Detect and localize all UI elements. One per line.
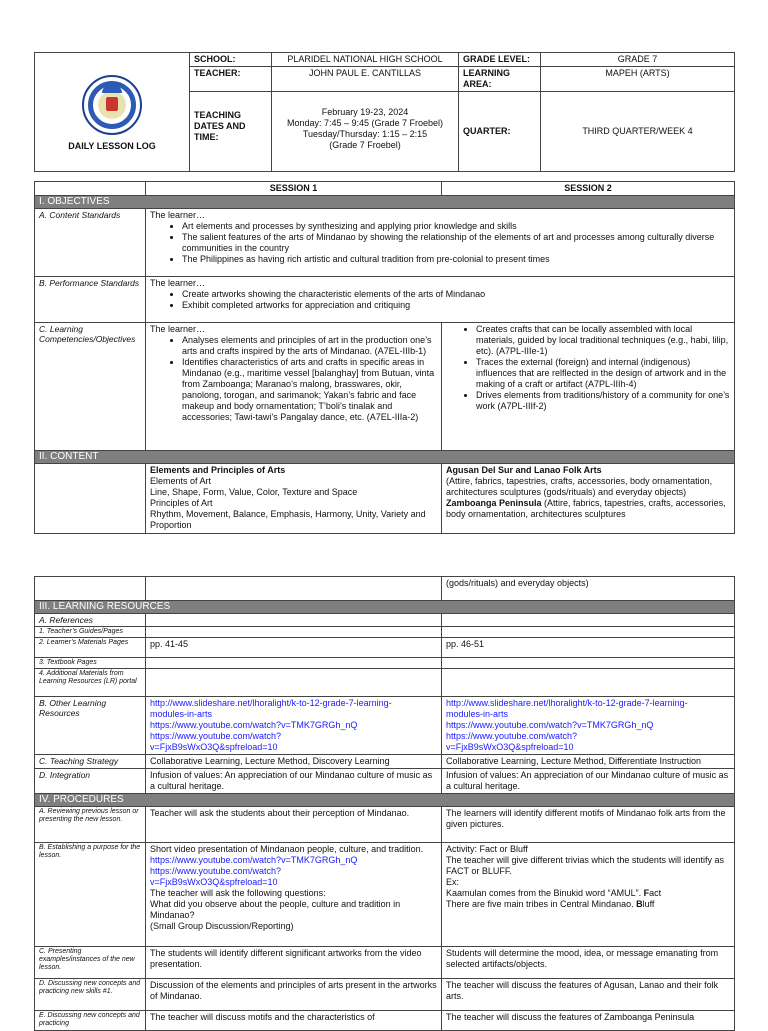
youtube-link-1[interactable]: https://www.youtube.com/watch?v=TMK7GRGh_nQ	[150, 855, 358, 865]
performance-standards-label: B. Performance Standards	[35, 277, 146, 323]
learners-materials-label: 2. Learner’s Materials Pages	[35, 638, 146, 658]
procedure-d-session-2: The teacher will discuss the features of Agusan, Lanao and their folk arts.	[442, 979, 735, 1011]
youtube-link-2[interactable]: https://www.youtube.com/watch? v=FjxB9sWxO3Q&spfreload=10	[446, 731, 578, 752]
procedure-a-label: A. Reviewing previous lesson or presenting the new lesson.	[35, 807, 146, 843]
slideshare-link[interactable]: http://www.slideshare.net/lhoralight/k-to-12-grade-7-learning- modules-in-arts	[446, 698, 688, 719]
procedure-e-session-1: The teacher will discuss motifs and the characteristics of	[146, 1011, 442, 1031]
content-session-1: Elements and Principles of Arts Elements of Art Line, Shape, Form, Value, Color, Texture and Space Principles of Art Rhythm, Movement, Balance, Emphasis, Harmony, Unity, Variety and Proportion	[146, 464, 442, 534]
school-name: PLARIDEL NATIONAL HIGH SCHOOL	[272, 53, 459, 67]
header-table	[34, 52, 735, 172]
performance-standards: The learner… • Create artworks showing the characteristic elements of the arts of Mindanao • Exhibit completed artworks for appreciation and critiquing	[146, 277, 735, 323]
youtube-link-1[interactable]: https://www.youtube.com/watch?v=TMK7GRGh_nQ	[446, 720, 654, 730]
other-resources-session-2	[442, 697, 735, 755]
lesson-table-1	[34, 181, 735, 534]
integration-session-1: Infusion of values: An appreciation of our Mindanao culture of music as a cultural heritage.	[146, 769, 442, 794]
youtube-link-2[interactable]: https://www.youtube.com/watch? v=FjxB9sWxO3Q&spfreload=10	[150, 731, 282, 752]
procedure-b-session-2: Activity: Fact or Bluff The teacher will give different trivias which the students will identify as FACT or BLUFF. Ex: Kaamulan comes from the Binukid word “AMUL”. Fact There are five main tribes in Central Mindanao. Bluff	[442, 843, 735, 947]
log-title: DAILY LESSON LOG	[68, 141, 156, 151]
strategy-session-2: Collaborative Learning, Lecture Method, Differentiate Instruction	[442, 755, 735, 769]
youtube-link-2[interactable]: https://www.youtube.com/watch? v=FjxB9sWxO3Q&spfreload=10	[150, 866, 282, 887]
integration-label: D. Integration	[35, 769, 146, 794]
procedure-b-session-1: Short video presentation of Mindanaon people, culture, and tradition. https://www.youtube.com/watch?v=TMK7GRGh_nQ https://www.youtube.com/watch? v=FjxB9sWxO3Q&spfreload=10 The teacher will ask the following questions: What did you observe about the people, culture and tradition in Mindanao? (Small Group Discussion/Reporting)	[146, 843, 442, 947]
area-value: MAPEH (ARTS)	[541, 67, 735, 92]
resources-bar: III. LEARNING RESOURCES	[35, 601, 735, 614]
procedures-bar: IV. PROCEDURES	[35, 794, 735, 807]
procedure-c-session-1: The students will identify different significant artworks from the video presentation.	[146, 947, 442, 979]
strategy-label: C. Teaching Strategy	[35, 755, 146, 769]
quarter-value: THIRD QUARTER/WEEK 4	[541, 92, 735, 172]
content-session-2: Agusan Del Sur and Lanao Folk Arts (Attire, fabrics, tapestries, crafts, accessories, body ornamentation, architectures sculptures (gods/rituals) and everyday objects) Zamboanga Peninsula (Attire, fabrics, tapestries, crafts, accessories, body ornamentation, architectures sculptures	[442, 464, 735, 534]
textbook-label: 3. Textbook Pages	[35, 658, 146, 669]
page-2	[0, 576, 768, 1031]
procedure-d-label: D. Discussing new concepts and practicing new skills #1.	[35, 979, 146, 1011]
learners-materials-session-1: pp. 41-45	[146, 638, 442, 658]
competencies-label: C. Learning Competencies/Objectives	[35, 323, 146, 451]
session-2-heading: SESSION 2	[442, 182, 735, 196]
teacher-name: JOHN PAUL E. CANTILLAS	[272, 67, 459, 92]
procedure-d-session-1: Discussion of the elements and principles of arts present in the artworks of Mindanao.	[146, 979, 442, 1011]
content-bar: II. CONTENT	[35, 451, 735, 464]
procedure-c-label: C. Presenting examples/instances of the new lesson.	[35, 947, 146, 979]
slideshare-link[interactable]: http://www.slideshare.net/lhoralight/k-to-12-grade-7-learning- modules-in-arts	[150, 698, 392, 719]
content-standards: The learner… • Art elements and processes by synthesizing and applying prior knowledge and skills • The salient features of the arts of Mindanao by showing the relationship of the elements of art and processes among culturally diverse communities in the country • The Philippines as having rich artistic and cultural tradition from pre-colonial to present times	[146, 209, 735, 277]
session-1-heading: SESSION 1	[146, 182, 442, 196]
quarter-label: QUARTER:	[459, 92, 541, 172]
lesson-table-2	[34, 576, 735, 1031]
dates-value: February 19-23, 2024 Monday: 7:45 – 9:45 (Grade 7 Froebel) Tuesday/Thursday: 1:15 – 2:15 (Grade 7 Froebel)	[272, 92, 459, 172]
lr-portal-label: 4. Additional Materials from Learning Resources (LR) portal	[35, 669, 146, 697]
other-resources-session-1	[146, 697, 442, 755]
procedure-a-session-2: The learners will identify different motifs of Mindanao folk arts from the given pictures.	[442, 807, 735, 843]
page-1	[0, 52, 768, 534]
procedure-a-session-1: Teacher will ask the students about their perception of Mindanao.	[146, 807, 442, 843]
integration-session-2: Infusion of values: An appreciation of our Mindanao culture of music as a cultural heritage.	[442, 769, 735, 794]
area-label: LEARNING AREA:	[459, 67, 541, 92]
teacher-label: TEACHER:	[190, 67, 272, 92]
deped-seal-icon	[82, 75, 142, 135]
objectives-bar: I. OBJECTIVES	[35, 196, 735, 209]
grade-value: GRADE 7	[541, 53, 735, 67]
youtube-link-1[interactable]: https://www.youtube.com/watch?v=TMK7GRGh_nQ	[150, 720, 358, 730]
procedure-c-session-2: Students will determine the mood, idea, or message emanating from selected artifacts/objects.	[442, 947, 735, 979]
competencies-session-2: • Creates crafts that can be locally assembled with local materials, guided by local traditional techniques (e.g., habi, lilip, etc). (A7PL-IIIe-1) • Traces the external (foreign) and internal (indigenous) influences that are relflected in the design of artwork and in the making of a craft or artifact (A7PL-IIIh-4) • Drives elements from traditions/history of a community for one’s work (A7PL-IIIf-2)	[442, 323, 735, 451]
references-label: A. References	[35, 614, 146, 627]
procedure-b-label: B. Establishing a purpose for the lesson.	[35, 843, 146, 947]
teachers-guide-label: 1. Teacher’s Guides/Pages	[35, 627, 146, 638]
learners-materials-session-2: pp. 46-51	[442, 638, 735, 658]
grade-label: GRADE LEVEL:	[459, 53, 541, 67]
content-standards-label: A. Content Standards	[35, 209, 146, 277]
procedure-e-label: E. Discussing new concepts and practicing	[35, 1011, 146, 1031]
competencies-session-1: The learner… • Analyses elements and principles of art in the production one’s arts and crafts inspired by the arts of Mindanao. (A7EL-IIIb-1) • Identifies characteristics of arts and crafts in specific areas in Mindanao (e.g., maritime vessel [balanghay] from Butuan, vinta from Zamboanga; Maranao’s malong, brasswares, okir, panolong, torogan, and sarimanok; Yakan’s fabric and face makeup and body ornamentation; T’boli’s tinalak and accessories; Tawi-tawi’s Pangalay dance, etc. (A7EL-IIIa-2)	[146, 323, 442, 451]
content-session-2-continued: (gods/rituals) and everyday objects)	[442, 577, 735, 601]
strategy-session-1: Collaborative Learning, Lecture Method, Discovery Learning	[146, 755, 442, 769]
procedure-e-session-2: The teacher will discuss the features of Zamboanga Peninsula	[442, 1011, 735, 1031]
logo-cell	[35, 53, 190, 172]
school-label: SCHOOL:	[190, 53, 272, 67]
other-resources-label: B. Other Learning Resources	[35, 697, 146, 755]
dates-label: TEACHING DATES AND TIME:	[190, 92, 272, 172]
